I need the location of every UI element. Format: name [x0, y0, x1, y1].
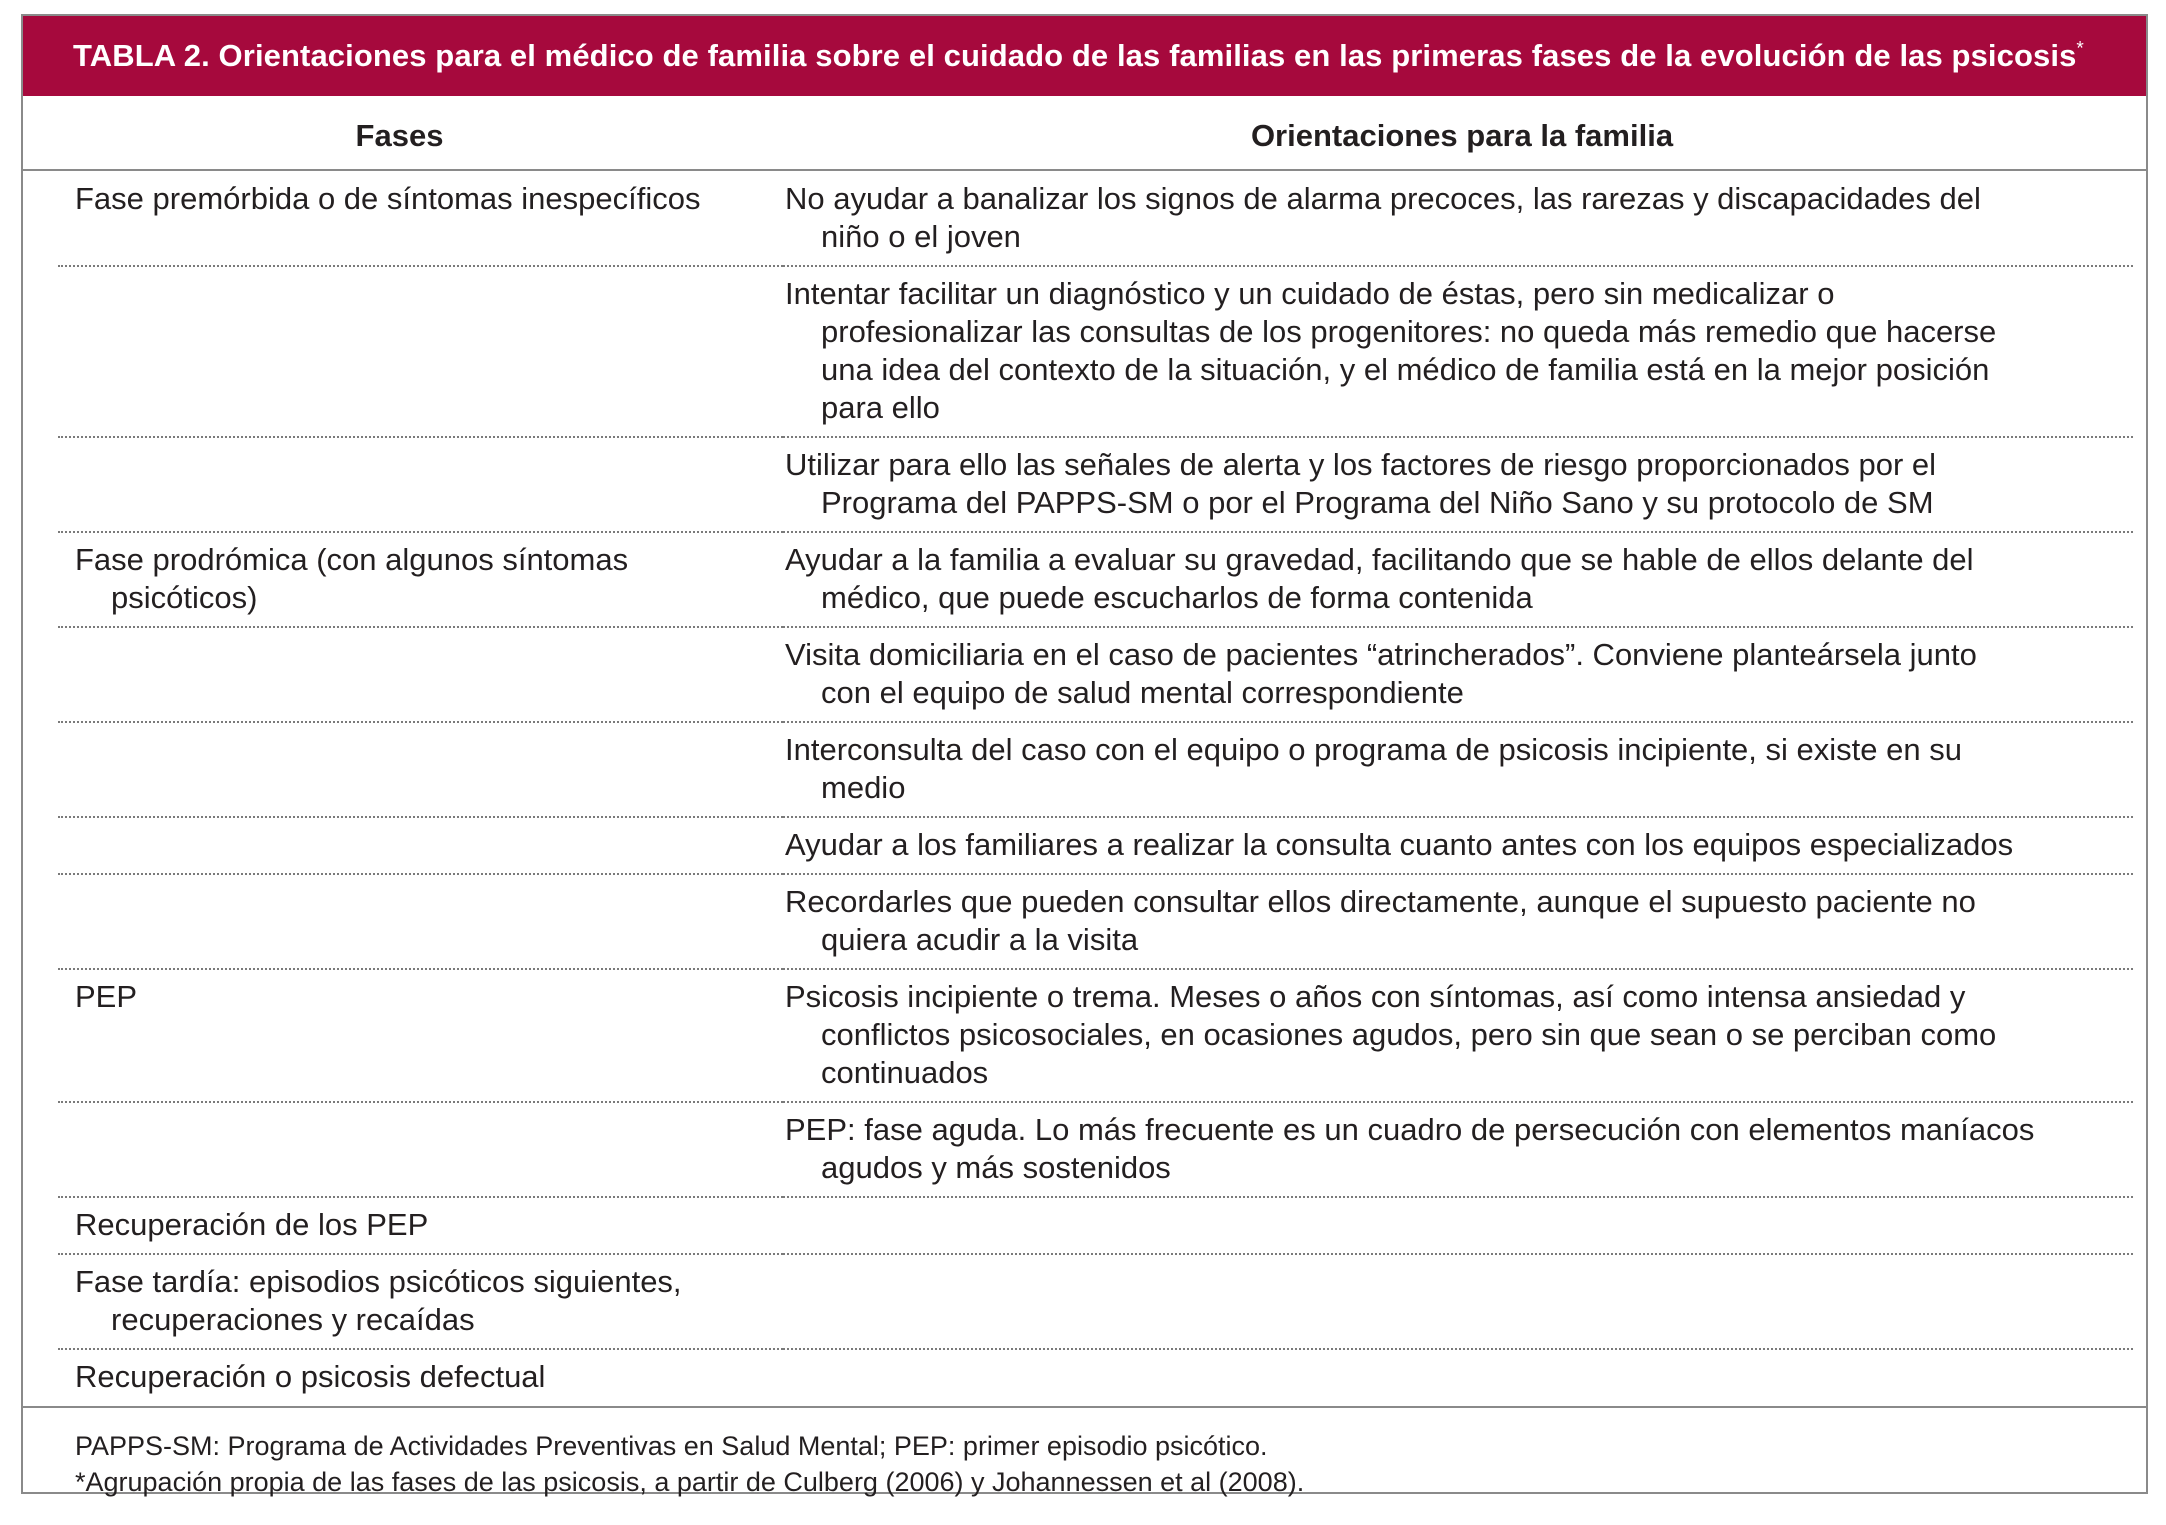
- cell-orientacion-line: Interconsulta del caso con el equipo o programa de psicosis incipiente, si existe en su: [785, 732, 1962, 767]
- table-header-row: [23, 96, 2146, 171]
- cell-orientacion: [785, 826, 2115, 864]
- cell-orientacion-line: con el equipo de salud mental correspondiente: [821, 675, 1464, 710]
- cell-orientacion: [785, 275, 2115, 427]
- cell-orientacion-line: Utilizar para ello las señales de alerta y los factores de riesgo proporcionados por el: [785, 447, 1937, 482]
- table-row: [23, 1102, 2146, 1197]
- table-row: [23, 1349, 2146, 1406]
- cell-orientacion-line: PEP: fase aguda. Lo más frecuente es un cuadro de persecución con elementos maníacos: [785, 1112, 2035, 1147]
- cell-orientacion-line: No ayudar a banalizar los signos de alarma precoces, las rarezas y discapacidades del: [785, 181, 1981, 216]
- table-row: [23, 266, 2146, 437]
- cell-fase-line: Recuperación de los PEP: [75, 1207, 429, 1242]
- cell-orientacion-line: Psicosis incipiente o trema. Meses o años con síntomas, así como intensa ansiedad y: [785, 979, 1966, 1014]
- cell-fase: [75, 1358, 775, 1396]
- table-frame: [21, 14, 2148, 1497]
- table-row: [23, 874, 2146, 969]
- cell-fase-line: psicóticos): [111, 580, 258, 615]
- cell-fase-line: Recuperación o psicosis defectual: [75, 1359, 546, 1394]
- cell-fase: [75, 1263, 775, 1339]
- cell-orientacion: [785, 978, 2115, 1092]
- cell-fase: [75, 541, 775, 617]
- table-row: [23, 627, 2146, 722]
- cell-fase: [75, 180, 775, 218]
- cell-orientacion: [785, 180, 2115, 256]
- cell-orientacion: [785, 1111, 2115, 1187]
- cell-orientacion: [785, 883, 2115, 959]
- cell-fase-line: Fase prodrómica (con algunos síntomas: [75, 542, 629, 577]
- cell-orientacion-line: médico, que puede escucharlos de forma contenida: [821, 580, 1533, 615]
- footer-note: *Agrupación propia de las fases de las psicosis, a partir de Culberg (2006) y Johannessen et al (2008).: [75, 1467, 1305, 1497]
- cell-orientacion: [785, 636, 2115, 712]
- table-row: [23, 1197, 2146, 1254]
- cell-orientacion-line: Recordarles que pueden consultar ellos directamente, aunque el supuesto paciente no: [785, 884, 1976, 919]
- cell-fase-line: Fase tardía: episodios psicóticos siguientes,: [75, 1264, 682, 1299]
- cell-orientacion-line: Intentar facilitar un diagnóstico y un cuidado de éstas, pero sin medicalizar o: [785, 276, 1835, 311]
- table-row: [23, 171, 2146, 266]
- cell-orientacion-line: continuados: [821, 1055, 989, 1090]
- cell-orientacion-line: niño o el joven: [821, 219, 1021, 254]
- cell-orientacion-line: una idea del contexto de la situación, y el médico de familia está en la mejor posición: [821, 352, 1990, 387]
- cell-orientacion: [785, 541, 2115, 617]
- cell-orientacion-line: medio: [821, 770, 906, 805]
- cell-orientacion-line: Programa del PAPPS-SM o por el Programa del Niño Sano y su protocolo de SM: [821, 485, 1934, 520]
- table-title: TABLA 2. Orientaciones para el médico de familia sobre el cuidado de las familias en las primeras fases de la evolución de las psicosis: [73, 38, 2077, 73]
- header-orientaciones: Orientaciones para la familia: [1250, 118, 1674, 153]
- cell-fase-line: recuperaciones y recaídas: [111, 1302, 475, 1337]
- cell-orientacion-line: agudos y más sostenidos: [821, 1150, 1171, 1185]
- cell-fase-line: Fase premórbida o de síntomas inespecíficos: [75, 181, 701, 216]
- title-footnote-mark: *: [2076, 38, 2084, 60]
- cell-fase-line: PEP: [75, 979, 138, 1014]
- cell-orientacion-line: Ayudar a la familia a evaluar su gravedad, facilitando que se hable de ellos delante del: [785, 542, 1974, 577]
- cell-orientacion-line: profesionalizar las consultas de los progenitores: no queda más remedio que hacerse: [821, 314, 1997, 349]
- table-row: [23, 969, 2146, 1102]
- cell-fase: [75, 978, 775, 1016]
- table-title-bar: [23, 16, 2146, 96]
- cell-fase: [75, 1206, 775, 1244]
- cell-orientacion-line: conflictos psicosociales, en ocasiones agudos, pero sin que sean o se perciban como: [821, 1017, 1997, 1052]
- footer-abbreviations: PAPPS-SM: Programa de Actividades Preventivas en Salud Mental; PEP: primer episodio psicótico.: [75, 1431, 1268, 1461]
- table-row: [23, 722, 2146, 817]
- cell-orientacion-line: quiera acudir a la visita: [821, 922, 1139, 957]
- cell-orientacion-line: Visita domiciliaria en el caso de pacientes “atrincherados”. Conviene planteársela junto: [785, 637, 1977, 672]
- table-row: [23, 1254, 2146, 1349]
- header-fases: Fases: [355, 118, 444, 153]
- cell-orientacion: [785, 731, 2115, 807]
- table-footer: [23, 1406, 2146, 1500]
- cell-orientacion-line: Ayudar a los familiares a realizar la consulta cuanto antes con los equipos especializados: [785, 827, 2014, 862]
- table-row: [23, 437, 2146, 532]
- table-row: [23, 817, 2146, 874]
- cell-orientacion-line: para ello: [821, 390, 940, 425]
- cell-orientacion: [785, 446, 2115, 522]
- table-row: [23, 532, 2146, 627]
